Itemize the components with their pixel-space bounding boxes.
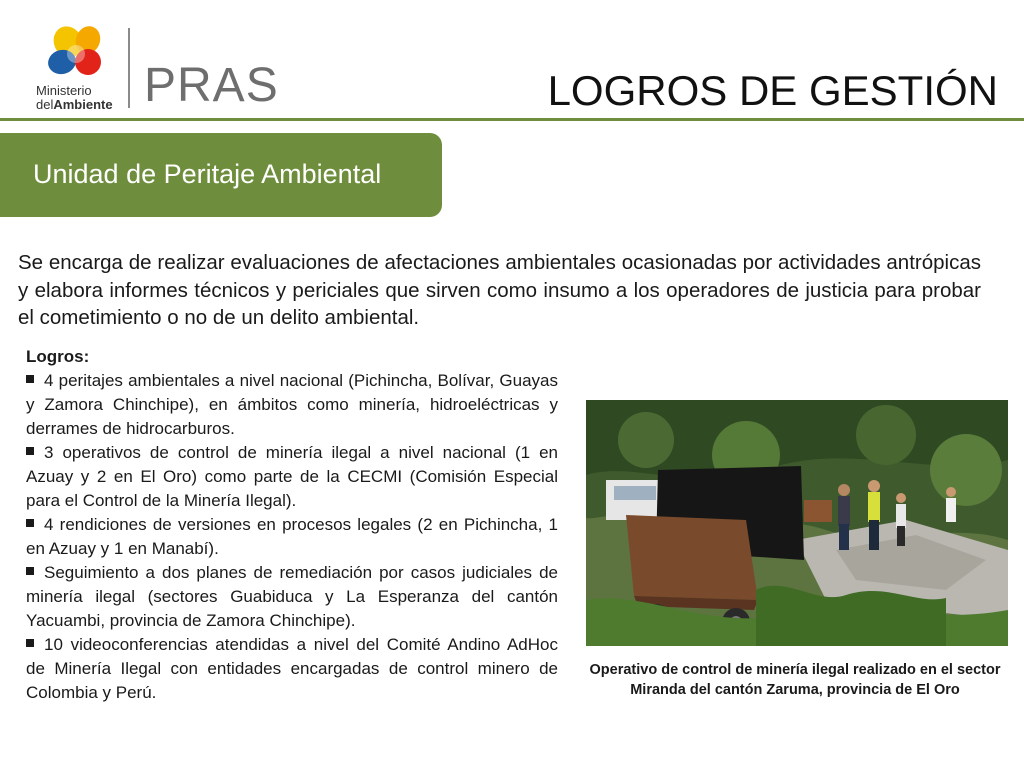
logo-line-2 <box>36 98 113 112</box>
logo-line-2-bold: Ambiente <box>53 97 113 112</box>
list-item <box>26 561 558 633</box>
mining-operation-illustration <box>586 400 1008 646</box>
bullet-icon <box>26 519 34 527</box>
achievement-text: 10 videoconferencias atendidas a nivel del Comité Andino AdHoc de Minería Ilegal con entidades encargadas de control minero de Colombia y Perú. <box>26 635 558 702</box>
list-item <box>26 441 558 513</box>
photo-caption: Operativo de control de minería ilegal realizado en el sector Miranda del cantón Zaruma, provincia de El Oro <box>589 662 1001 698</box>
bullet-icon <box>26 375 34 383</box>
achievement-text: 3 operativos de control de minería ilegal a nivel nacional (1 en Azuay y 2 en El Oro) como parte de la CECMI (Comisión Especial para el Control de la Minería Ilegal). <box>26 443 558 510</box>
bullet-icon <box>26 567 34 575</box>
unit-description: Se encarga de realizar evaluaciones de afectaciones ambientales ocasionadas por actividades antrópicas y elabora informes técnicos y periciales que sirven como insumo a los operadores de justicia para probar el cometimiento o no de un delito ambiental. <box>18 251 981 329</box>
slide-title: LOGROS DE GESTIÓN <box>547 67 998 114</box>
program-name: PRAS <box>144 59 279 112</box>
achievements-heading: Logros: <box>26 347 90 366</box>
achievements-list <box>26 345 558 705</box>
title-rule <box>0 118 1024 121</box>
logo-line-1: Ministerio <box>36 83 92 98</box>
bullet-icon <box>26 639 34 647</box>
bullet-icon <box>26 447 34 455</box>
ministerio-name <box>36 84 113 112</box>
list-item <box>26 633 558 705</box>
list-item <box>26 369 558 441</box>
list-item <box>26 513 558 561</box>
section-tab <box>0 133 442 217</box>
mining-operation-photo <box>586 400 1008 646</box>
logo-line-2-prefix: del <box>36 97 54 112</box>
ministerio-logo <box>28 24 128 114</box>
achievement-text: 4 rendiciones de versiones en procesos legales (2 en Pichincha, 1 en Azuay y 1 en Manabí). <box>26 515 558 558</box>
ministerio-emblem-icon <box>46 24 108 82</box>
section-tab-label: Unidad de Peritaje Ambiental <box>33 159 382 189</box>
achievement-text: 4 peritajes ambientales a nivel nacional (Pichincha, Bolívar, Guayas y Zamora Chinchipe), en ámbitos como minería, hidroeléctricas y derrames de hidrocarburos. <box>26 371 558 438</box>
logo-divider <box>128 28 130 108</box>
achievement-text: Seguimiento a dos planes de remediación por casos judiciales de minería ilegal (sectores Guabiduca y La Esperanza del cantón Yacuambi, provincia de Zamora Chinchipe). <box>26 563 558 630</box>
